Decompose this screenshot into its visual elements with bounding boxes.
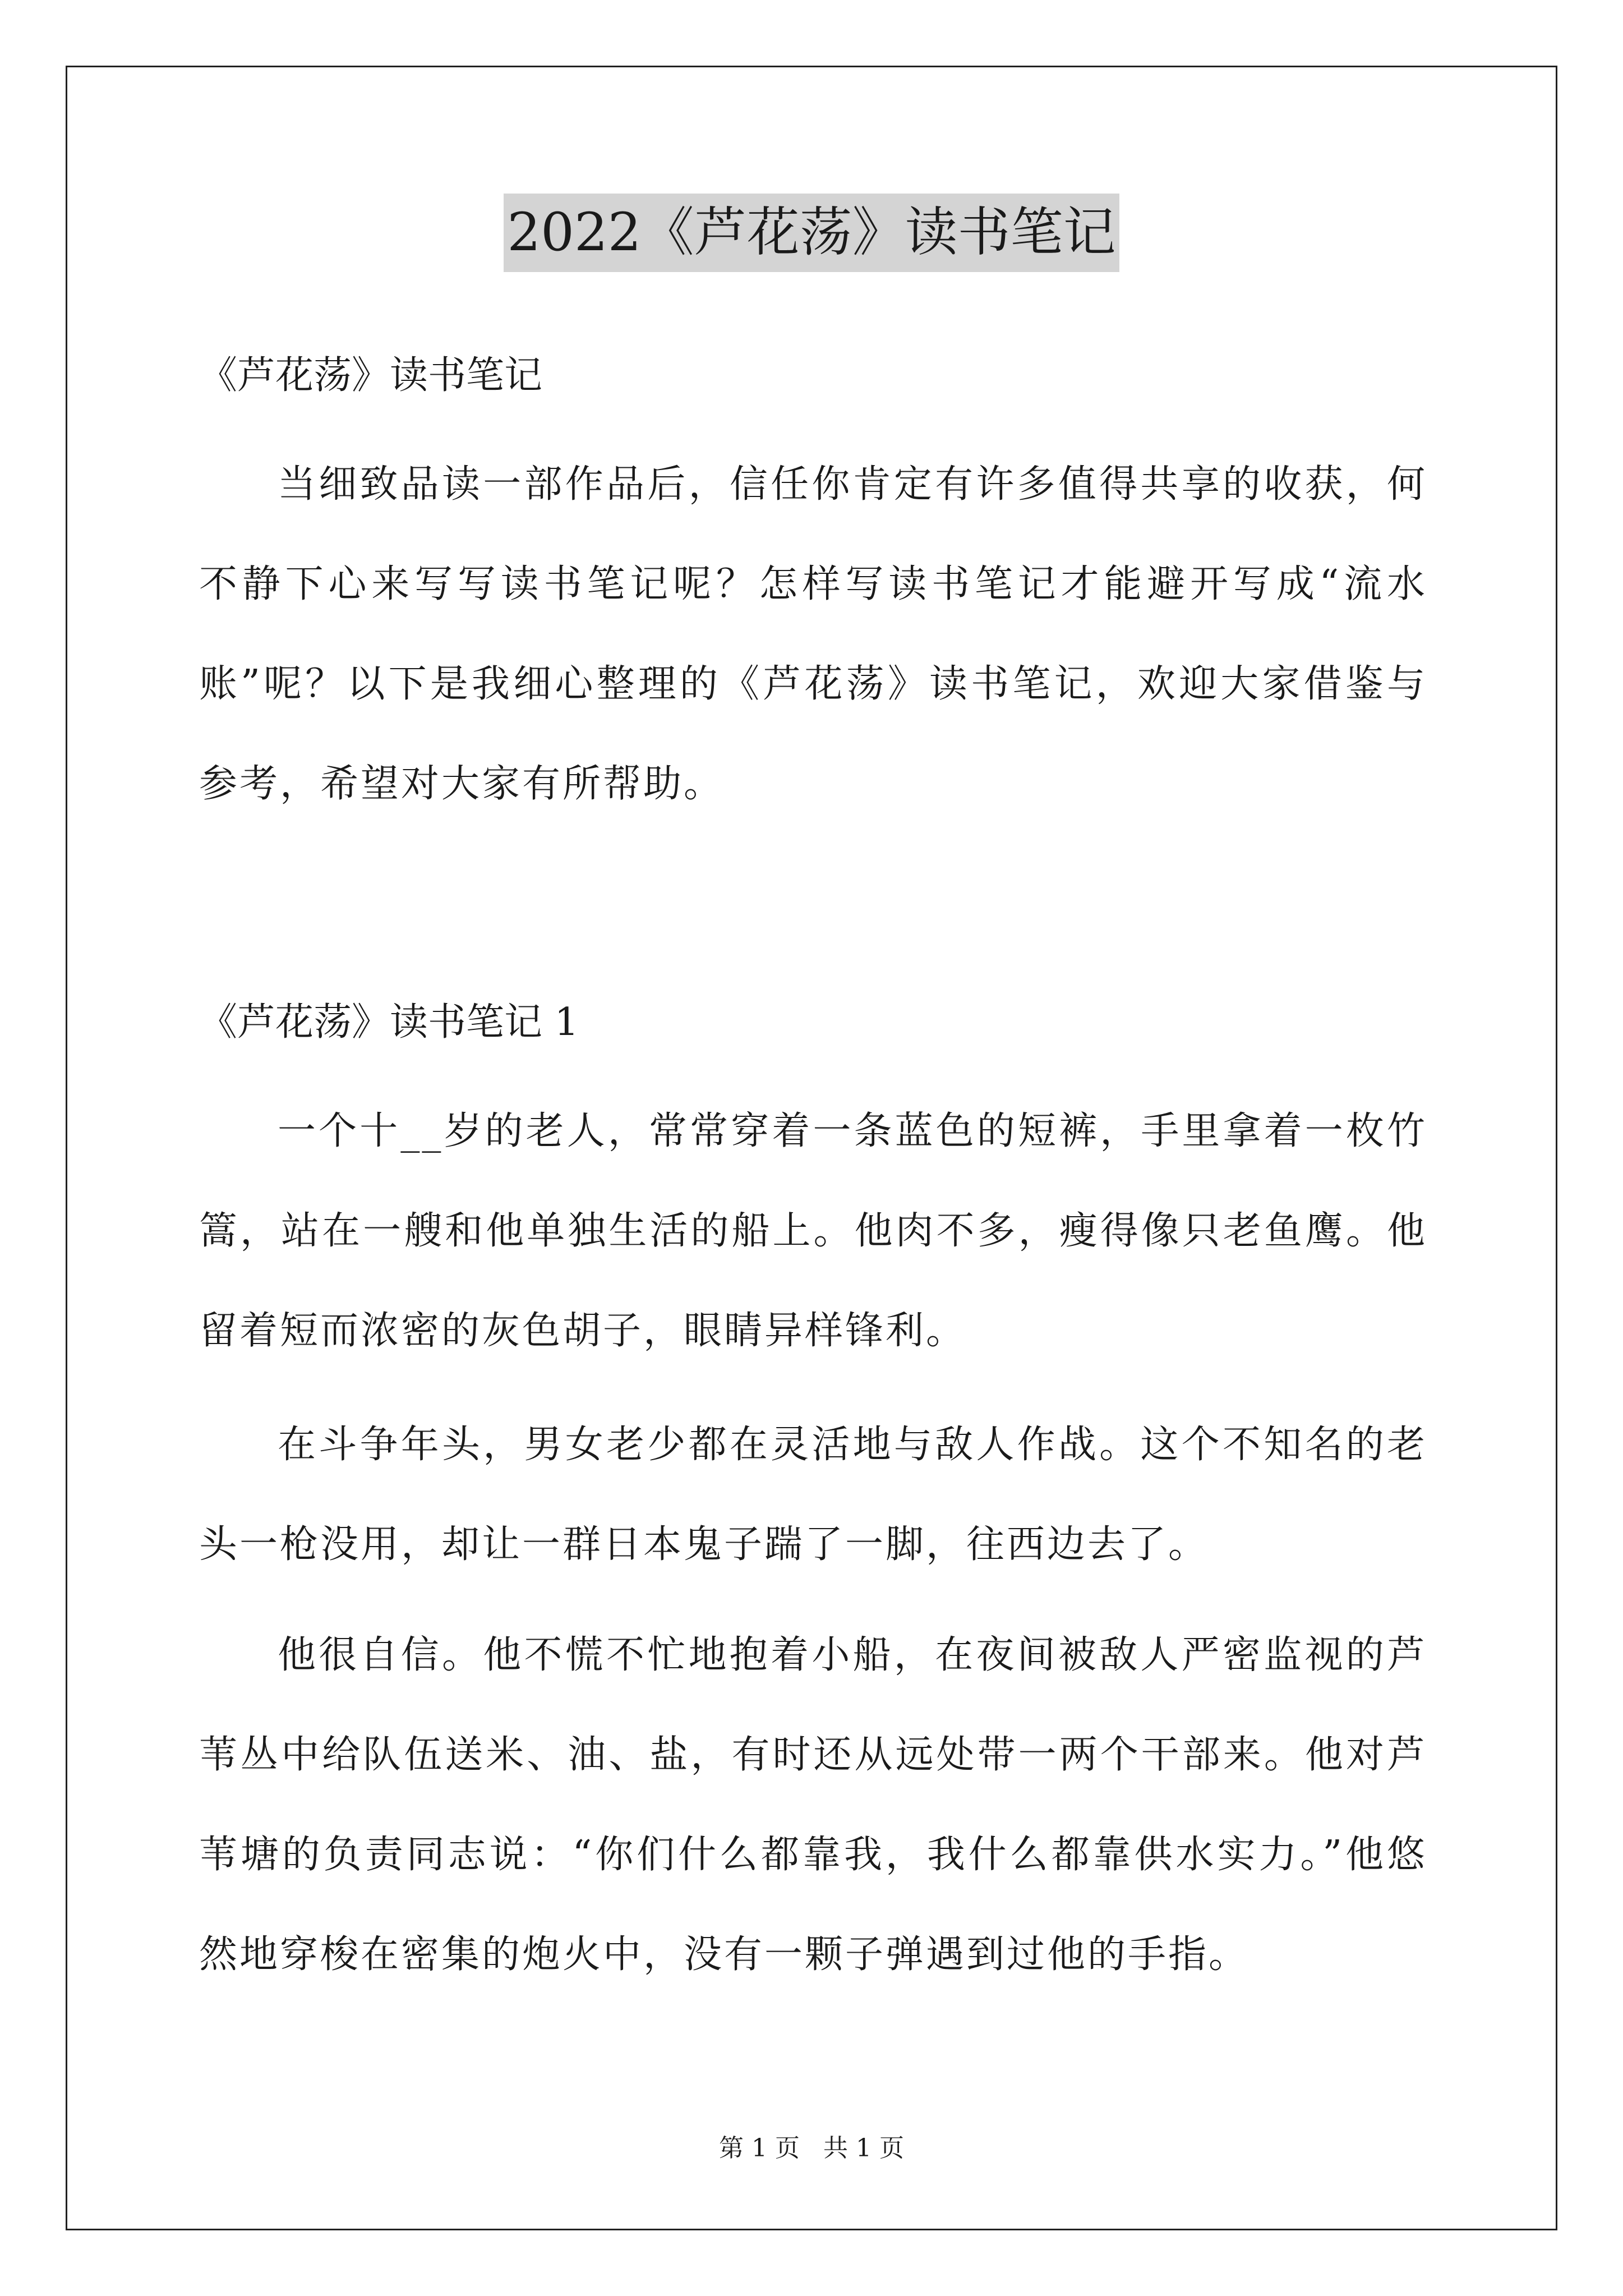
document-title: 2022《芦花荡》读书笔记 [504,194,1119,272]
section-1-heading: 《芦花荡》读书笔记 1 [199,1000,579,1045]
title-container [0,194,1623,272]
intro-paragraph: 当细致品读一部作品后，信任你肯定有许多值得共享的收获，何不静下心来写写读书笔记呢？怎样写读书笔记才能避开写成“流水账”呢？以下是我细心整理的《芦花荡》读书笔记，欢迎大家借鉴与参考，希望对大家有所帮助。 [199,462,1427,806]
section-1-paragraph-3: 他很自信。他不慌不忙地抱着小船，在夜间被敌人严密监视的芦苇丛中给队伍送米、油、盐，有时还从远处带一两个干部来。他对芦苇塘的负责同志说：“你们什么都靠我，我什么都靠供水实力。”他悠然地穿梭在密集的炮火中，没有一颗子弹遇到过他的手指。 [199,1633,1427,1977]
section-1-paragraph-1: 一个十__岁的老人，常常穿着一条蓝色的短裤，手里拿着一枚竹篙，站在一艘和他单独生活的船上。他肉不多，瘦得像只老鱼鹰。他留着短而浓密的灰色胡子，眼睛异样锋利。 [199,1109,1427,1353]
page-number-footer: 第 1 页 共 1 页 [719,2134,904,2162]
section-1-paragraph-2: 在斗争年头，男女老少都在灵活地与敌人作战。这个不知名的老头一枪没用，却让一群日本鬼子踹了一脚，往西边去了。 [199,1423,1427,1567]
intro-heading: 《芦花荡》读书笔记 [199,353,543,398]
